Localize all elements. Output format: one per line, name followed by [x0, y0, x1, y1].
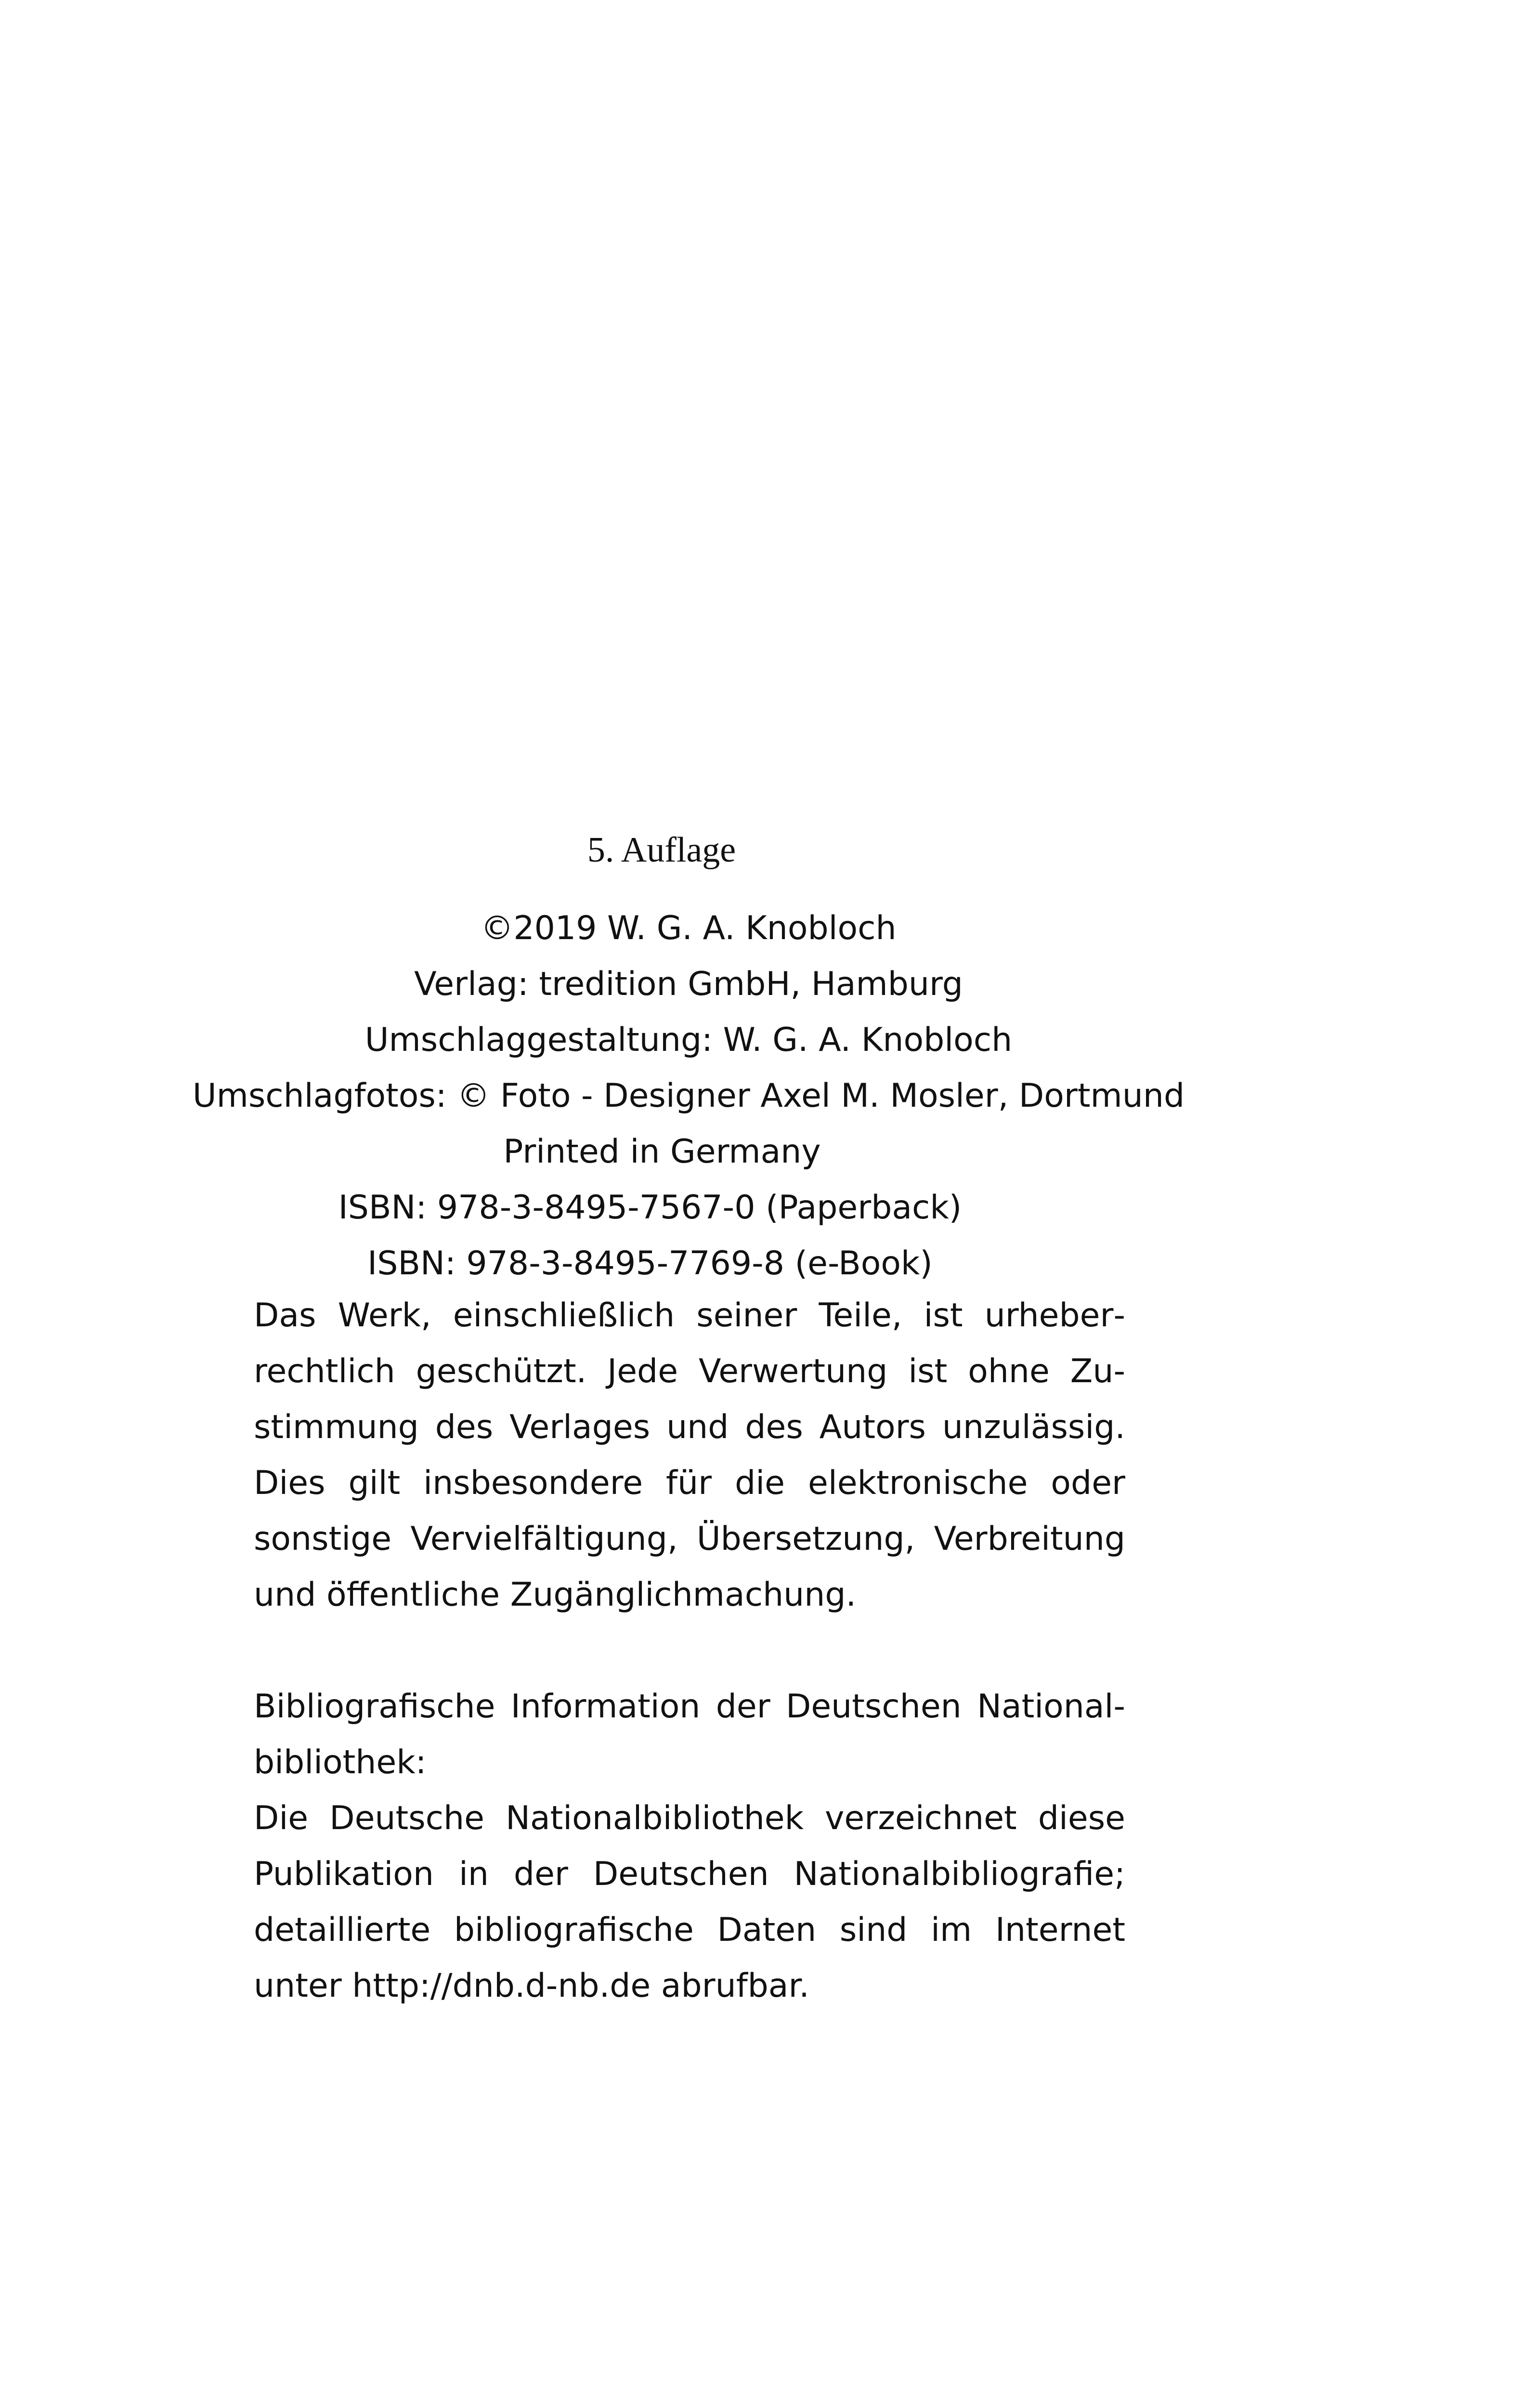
isbn-paperback-line: ISBN: 978-3-8495-7567-0 (Paperback) — [338, 1189, 962, 1227]
imprint-block — [0, 901, 1377, 1292]
bibliographic-info — [254, 1679, 1125, 2014]
bibliographic-heading: Bibliografische Information der Deutschen Nationalbibliothek: — [254, 1688, 1125, 1781]
cover-photos-line: Umschlagfotos: © Foto - Designer Axel M. Mosler, Dortmund — [192, 1077, 1185, 1115]
copyright-notice — [254, 1288, 1125, 1623]
printed-line: Printed in Germany — [503, 1133, 821, 1171]
isbn-ebook-line: ISBN: 978-3-8495-7769-8 (e-Book) — [367, 1244, 933, 1283]
cover-design-line: Umschlaggestaltung: W. G. A. Knobloch — [364, 1021, 1013, 1059]
publisher-line: Verlag: tredition GmbH, Hamburg — [414, 965, 963, 1003]
edition-label: 5. Auflage — [587, 830, 736, 870]
copyright-line: ©2019 W. G. A. Knobloch — [481, 909, 897, 947]
bibliographic-text: Die Deutsche Nationalbibliothek verzeichnet diese Publikation in der Deutschen Nationalbibliografie; detaillierte bibliografische Daten sind im Internet unter http://dnb.d-nb.de abrufbar. — [254, 1799, 1125, 2005]
copyright-notice-text: Das Werk, einschließlich seiner Teile, ist urheberrechtlich geschützt. Jede Verwertung ist ohne Zustimmung des Verlages und des Autors unzulässig. Dies gilt insbesondere für die elektronische oder sonstige Vervielfältigung, Übersetzung, Verbreitung und öffentliche Zugänglichmachung. — [254, 1296, 1125, 1614]
